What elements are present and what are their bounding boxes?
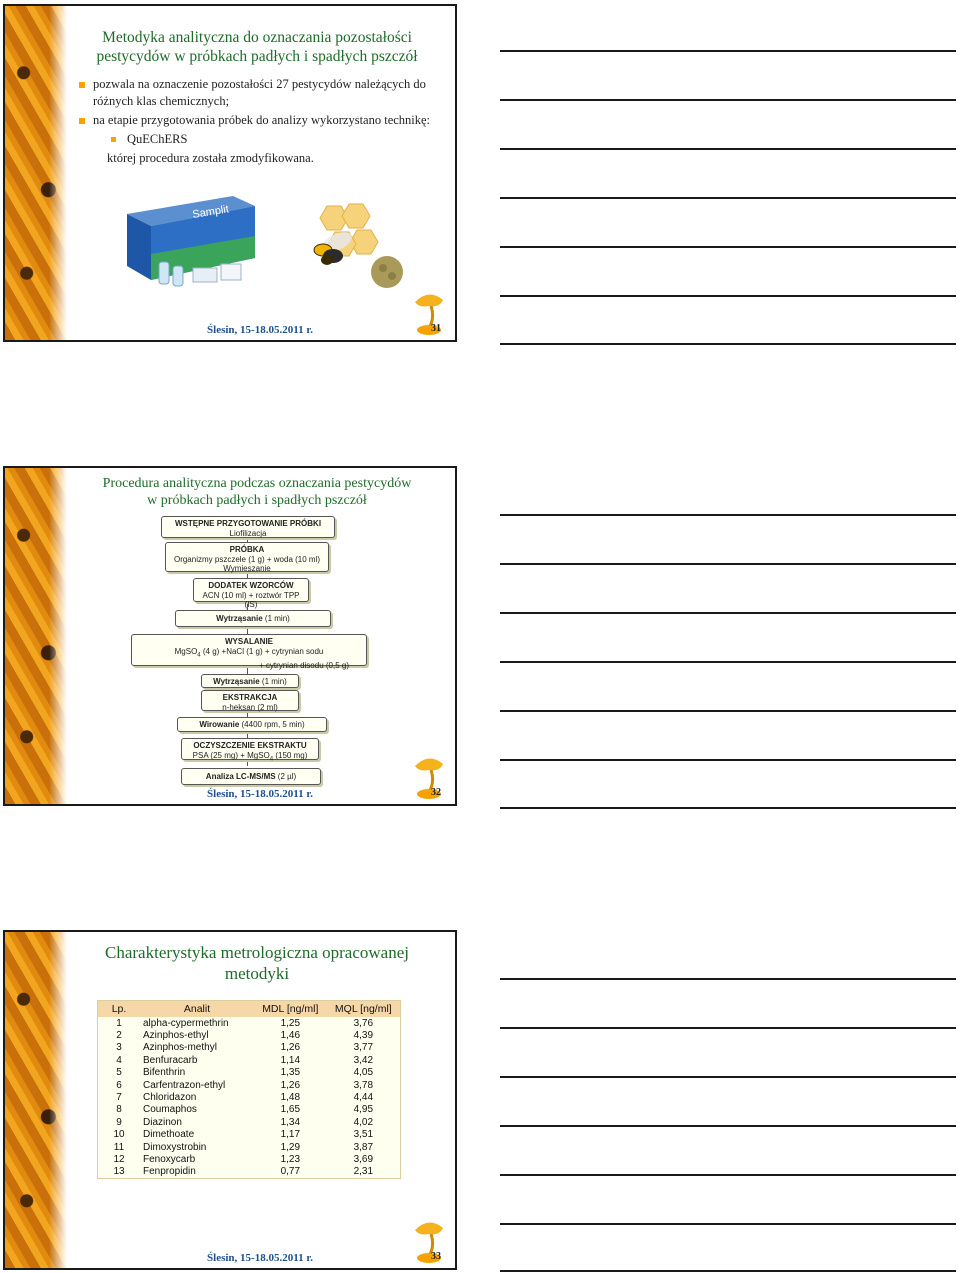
note-line: [500, 99, 956, 101]
table-cell: 13: [113, 1166, 125, 1178]
note-line: [500, 148, 956, 150]
table-cell: 4,02: [353, 1116, 374, 1128]
table-cell: 4,05: [353, 1067, 374, 1079]
table-cell: Coumaphos: [143, 1104, 197, 1116]
table-cell: Azinphos-methyl: [143, 1042, 217, 1054]
note-line: [500, 1027, 956, 1029]
note-line: [500, 1076, 956, 1078]
note-line: [500, 295, 956, 297]
slide-33: [3, 930, 457, 1270]
table-cell: 8: [116, 1104, 122, 1116]
table-cell: Dimoxystrobin: [143, 1141, 207, 1153]
bullet-list: [77, 76, 441, 167]
note-line: [500, 612, 956, 614]
col-header: Lp.: [98, 1001, 141, 1018]
table-cell: 12: [113, 1153, 125, 1165]
slide-footer: Ślesin, 15-18.05.2011 r.: [207, 788, 313, 800]
honey-pot-icon: [409, 752, 449, 800]
page-number: 31: [431, 323, 441, 334]
table-cell: 4,39: [353, 1030, 374, 1042]
step-lcms-analysis: Analiza LC-MS/MS (2 µl): [181, 768, 321, 785]
table-body: [98, 1017, 401, 1179]
step-centrifugation: Wirowanie (4400 rpm, 5 min): [177, 717, 327, 732]
table-cell: 1: [116, 1017, 122, 1029]
table-row: [98, 1054, 401, 1066]
table-cell: 1,23: [280, 1153, 301, 1165]
table-cell: Chloridazon: [143, 1092, 197, 1104]
table-cell: 1,17: [280, 1129, 301, 1141]
slide-footer: Ślesin, 15-18.05.2011 r.: [207, 324, 313, 336]
quechers-kit-image: [123, 192, 259, 292]
table-cell: 6: [116, 1079, 122, 1091]
table-cell: 3,51: [353, 1129, 374, 1141]
page-number: 32: [431, 787, 441, 798]
table-cell: 3,42: [353, 1054, 374, 1066]
table-cell: Bifenthrin: [143, 1067, 186, 1079]
slide-31: [3, 4, 457, 342]
slide-32: [3, 466, 457, 806]
note-line: [500, 661, 956, 663]
step-salting-out: WYSALANIE MgSO$_4$ (4 g) +NaCl (1 g) + cytrynian sodu + cytrynian disodu (0,5 g): [131, 634, 367, 666]
note-line: [500, 1223, 956, 1225]
table-cell: 4,44: [353, 1092, 374, 1104]
slide-title: Procedura analityczna podczas oznaczania pestycydów w próbkach padłych i spadłych pszczół: [102, 476, 412, 508]
step-extraction: EKSTRAKCJA n-heksan (2 ml): [201, 690, 299, 711]
table-cell: 3,87: [353, 1141, 374, 1153]
table-header-row: [98, 1001, 401, 1018]
table-cell: 9: [116, 1116, 122, 1128]
bullet-item: na etapie przygotowania próbek do analizy wykorzystano technikę:: [77, 112, 441, 129]
table-cell: 3: [116, 1042, 122, 1054]
note-line: [500, 343, 956, 345]
table-cell: 1,29: [280, 1141, 301, 1153]
table-cell: Azinphos-ethyl: [143, 1030, 209, 1042]
bullet-item: pozwala na oznaczenie pozostałości 27 pestycydów należących do różnych klas chemicznych;: [77, 76, 441, 110]
sub-bullet-item: QuEChERS: [77, 131, 441, 148]
table-cell: 3,76: [353, 1017, 374, 1029]
honey-pot-icon: [409, 288, 449, 336]
table-cell: 3,69: [353, 1153, 374, 1165]
table-cell: Fenpropidin: [143, 1166, 196, 1178]
table-row: [98, 1042, 401, 1054]
table-cell: 4,95: [353, 1104, 374, 1116]
table-cell: 2: [116, 1030, 122, 1042]
table-cell: 10: [113, 1129, 125, 1141]
table-row: [98, 1104, 401, 1116]
col-header: MDL [ng/ml]: [254, 1001, 327, 1018]
table-cell: 3,77: [353, 1042, 374, 1054]
step-shaking-1: Wytrząsanie (1 min): [175, 610, 331, 627]
table-row: [98, 1079, 401, 1091]
table-cell: 7: [116, 1092, 122, 1104]
step-shaking-2: Wytrząsanie (1 min): [201, 674, 299, 688]
note-line: [500, 710, 956, 712]
table-cell: 3,78: [353, 1079, 374, 1091]
slide-title: Metodyka analityczna do oznaczania pozostałości pestycydów w próbkach padłych i spadłych pszczół: [96, 29, 418, 65]
table-cell: 5: [116, 1067, 122, 1079]
table-cell: Benfuracarb: [143, 1054, 198, 1066]
table-row: [98, 1153, 401, 1165]
table-cell: 1,65: [280, 1104, 301, 1116]
table-cell: Dimethoate: [143, 1129, 195, 1141]
note-line: [500, 1125, 956, 1127]
honeycomb-bees-strip: [5, 6, 67, 340]
slide-footer: Ślesin, 15-18.05.2011 r.: [207, 1252, 313, 1264]
table-cell: 1,34: [280, 1116, 301, 1128]
step-standards: DODATEK WZORCÓW ACN (10 ml) + roztwór TPP (IS): [193, 578, 309, 602]
note-line: [500, 50, 956, 52]
note-line: [500, 1174, 956, 1176]
plain-line: której procedura została zmodyfikowana.: [107, 151, 314, 165]
col-header: MQL [ng/ml]: [327, 1001, 401, 1018]
note-line: [500, 563, 956, 565]
table-cell: Fenoxycarb: [143, 1153, 196, 1165]
table-cell: 11: [113, 1141, 125, 1153]
table-row: [98, 1116, 401, 1128]
note-line: [500, 759, 956, 761]
table-cell: 1,26: [280, 1079, 301, 1091]
note-line: [500, 246, 956, 248]
bee-honeycomb-image: [297, 202, 407, 294]
note-line: [500, 1270, 956, 1272]
step-sample: PRÓBKA Organizmy pszczele (1 g) + woda (10 ml) Wymieszanie: [165, 542, 329, 572]
step-cleanup: OCZYSZCZENIE EKSTRAKTU PSA (25 mg) + MgSO$_4$ (150 mg): [181, 738, 319, 760]
note-line: [500, 197, 956, 199]
honeycomb-bees-strip: [5, 468, 67, 804]
metrology-table: [97, 1000, 401, 1179]
table-row: [98, 1029, 401, 1041]
step-sample-prep: WSTĘPNE PRZYGOTOWANIE PRÓBKI Liofilizacja: [161, 516, 335, 538]
table-row: [98, 1166, 401, 1179]
col-header: Analit: [140, 1001, 254, 1018]
note-line: [500, 807, 956, 809]
table-row: [98, 1017, 401, 1029]
table-cell: 4: [116, 1054, 122, 1066]
table-cell: 1,35: [280, 1067, 301, 1079]
note-line: [500, 978, 956, 980]
note-line: [500, 514, 956, 516]
table-cell: alpha-cypermethrin: [143, 1017, 229, 1029]
table-cell: 1,14: [280, 1054, 301, 1066]
table-cell: 1,25: [280, 1017, 301, 1029]
table-row: [98, 1091, 401, 1103]
honey-pot-icon: [409, 1216, 449, 1264]
table-row: [98, 1067, 401, 1079]
slide-title: Charakterystyka metrologiczna opracowanej metodyki: [105, 943, 409, 983]
table-cell: 1,48: [280, 1092, 301, 1104]
table-row: [98, 1129, 401, 1141]
table-cell: 1,26: [280, 1042, 301, 1054]
table-row: [98, 1141, 401, 1153]
table-cell: Carfentrazon-ethyl: [143, 1079, 226, 1091]
product-box-text: Samplit: [191, 203, 230, 221]
table-cell: 2,31: [353, 1166, 374, 1178]
honeycomb-bees-strip: [5, 932, 67, 1268]
table-cell: 0,77: [280, 1166, 301, 1178]
page-number: 33: [431, 1251, 441, 1262]
table-cell: 1,46: [280, 1030, 301, 1042]
table-cell: Diazinon: [143, 1116, 182, 1128]
